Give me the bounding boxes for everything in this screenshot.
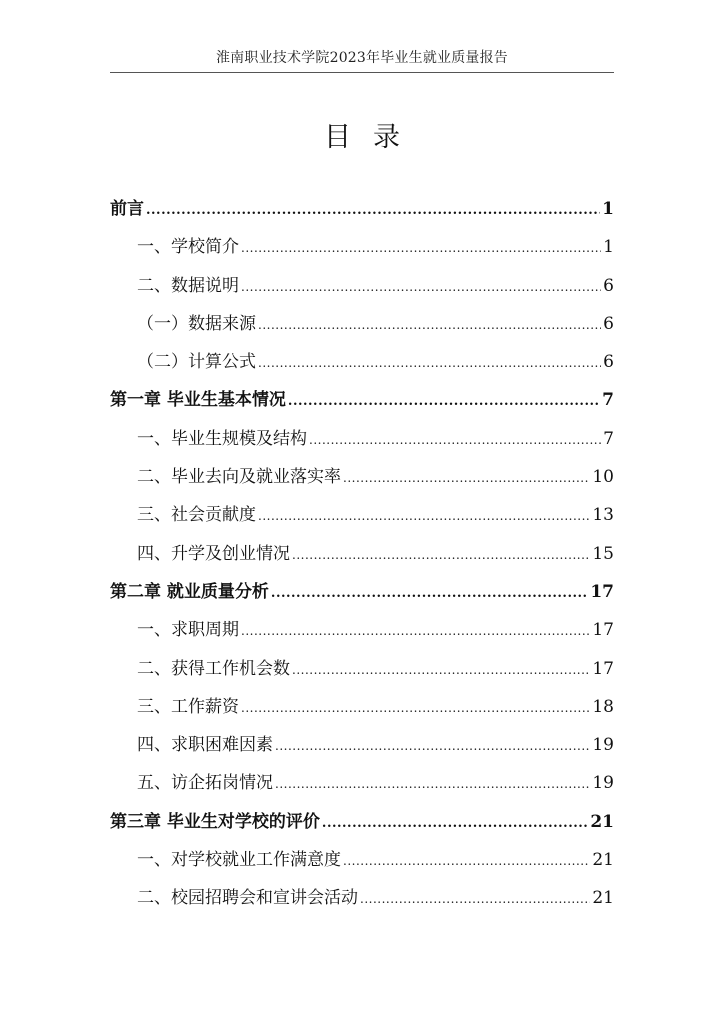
dot-leader	[309, 421, 601, 459]
toc-page-number: 7	[602, 390, 614, 411]
toc-page-number: 7	[603, 428, 614, 449]
toc-entry-text: 二、校园招聘会和宣讲会活动	[137, 888, 358, 909]
toc-entry-enterprise-visits[interactable]	[110, 764, 614, 802]
dot-leader	[292, 536, 590, 574]
toc-entry-destination-rate[interactable]	[110, 458, 614, 496]
dot-leader	[288, 383, 600, 421]
dot-leader	[292, 651, 590, 689]
toc-entry-text: 一、毕业生规模及结构	[137, 428, 307, 449]
toc-page-number: 18	[592, 696, 614, 717]
toc-entry-text: 二、获得工作机会数	[137, 658, 290, 679]
running-header: 淮南职业技术学院2023年毕业生就业质量报告	[215, 50, 509, 66]
toc-page-number: 21	[592, 888, 614, 909]
toc-entry-text: 一、求职周期	[137, 620, 239, 641]
dot-leader	[258, 306, 601, 344]
toc-entry-text: 第二章 就业质量分析	[110, 581, 269, 602]
toc-page-number: 1	[603, 237, 614, 258]
table-of-contents	[110, 190, 614, 918]
dot-leader	[275, 727, 590, 765]
dot-leader	[258, 497, 590, 535]
toc-page-number: 17	[590, 581, 614, 602]
toc-entry-text: 第一章 毕业生基本情况	[110, 390, 286, 411]
dot-leader	[322, 805, 588, 843]
toc-entry-text: 一、对学校就业工作满意度	[137, 850, 341, 871]
header-divider	[110, 72, 614, 73]
dot-leader	[146, 192, 600, 230]
toc-page-number: 6	[603, 352, 614, 373]
toc-entry-text: 第三章 毕业生对学校的评价	[110, 811, 320, 832]
dot-leader	[241, 612, 590, 650]
toc-page-number: 15	[592, 543, 614, 564]
toc-page-number: 1	[602, 199, 614, 219]
toc-entry-text: 前言	[110, 199, 144, 219]
toc-entry-chapter-1[interactable]	[110, 381, 614, 419]
toc-entry-salary[interactable]	[110, 688, 614, 726]
toc-entry-text: 四、升学及创业情况	[137, 543, 290, 564]
toc-entry-school-intro[interactable]	[110, 228, 614, 266]
dot-leader	[258, 344, 601, 382]
dot-leader	[241, 229, 601, 267]
toc-entry-formula[interactable]	[110, 343, 614, 381]
toc-entry-text: 五、访企拓岗情况	[137, 773, 273, 794]
toc-entry-social-contribution[interactable]	[110, 496, 614, 534]
toc-entry-text: （一）数据来源	[137, 313, 256, 334]
toc-entry-text: 三、工作薪资	[137, 696, 239, 717]
toc-entry-graduate-scale[interactable]	[110, 420, 614, 458]
toc-entry-text: 二、毕业去向及就业落实率	[137, 467, 341, 488]
toc-entry-chapter-3[interactable]	[110, 803, 614, 841]
dot-leader	[360, 880, 590, 918]
toc-entry-job-difficulties[interactable]	[110, 726, 614, 764]
toc-page-number: 19	[592, 735, 614, 756]
dot-leader	[271, 575, 588, 613]
toc-page-number: 10	[592, 467, 614, 488]
toc-page-number: 13	[592, 505, 614, 526]
toc-entry-campus-recruitment[interactable]	[110, 879, 614, 917]
toc-entry-satisfaction[interactable]	[110, 841, 614, 879]
dot-leader	[275, 765, 590, 803]
dot-leader	[343, 459, 590, 497]
dot-leader	[241, 689, 590, 727]
toc-entry-chapter-2[interactable]	[110, 573, 614, 611]
dot-leader	[343, 842, 590, 880]
toc-entry-text: 二、数据说明	[137, 275, 239, 296]
toc-entry-preface[interactable]	[110, 190, 614, 228]
toc-page-number: 21	[590, 811, 614, 832]
toc-entry-text: （二）计算公式	[137, 352, 256, 373]
toc-entry-job-offers[interactable]	[110, 650, 614, 688]
toc-title: 目录	[324, 122, 422, 153]
toc-entry-text: 一、学校简介	[137, 237, 239, 258]
toc-entry-data-source[interactable]	[110, 305, 614, 343]
toc-page-number: 17	[592, 620, 614, 641]
toc-entry-further-study[interactable]	[110, 535, 614, 573]
toc-entry-job-search-period[interactable]	[110, 611, 614, 649]
toc-page-number: 19	[592, 773, 614, 794]
toc-entry-data-notes[interactable]	[110, 267, 614, 305]
toc-entry-text: 四、求职困难因素	[137, 735, 273, 756]
toc-page-number: 21	[592, 850, 614, 871]
toc-page-number: 17	[592, 658, 614, 679]
toc-page-number: 6	[603, 275, 614, 296]
dot-leader	[241, 268, 601, 306]
toc-page-number: 6	[603, 313, 614, 334]
toc-entry-text: 三、社会贡献度	[137, 505, 256, 526]
